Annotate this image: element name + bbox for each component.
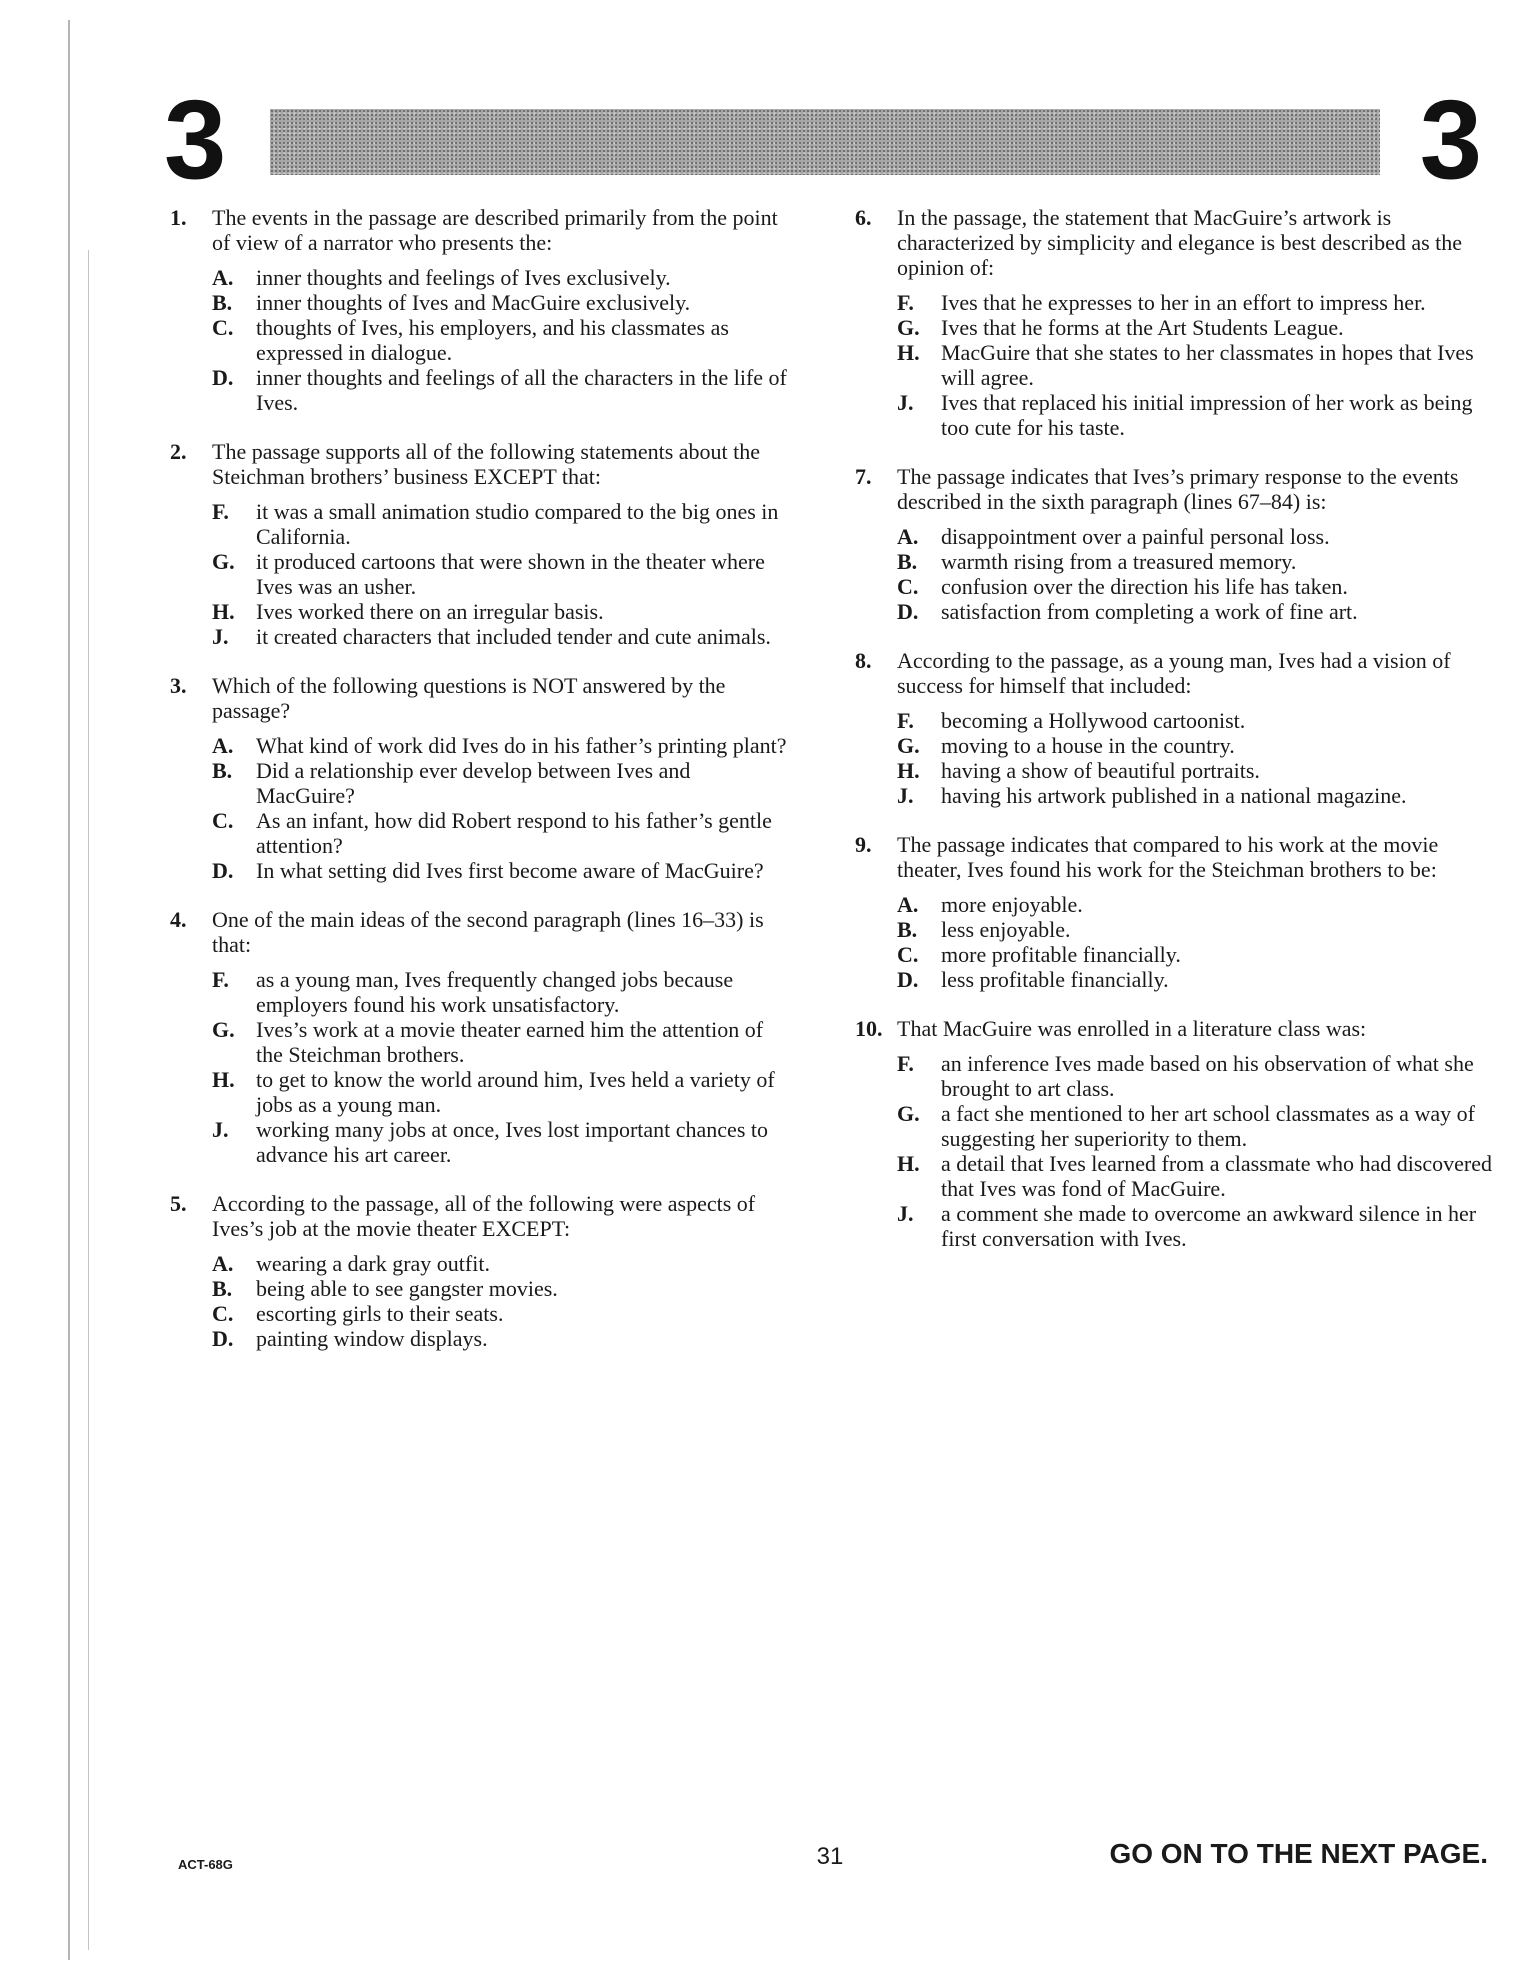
option-text: inner thoughts of Ives and MacGuire exclusively. [256,290,691,315]
question-stem [170,205,790,255]
question-number: 7. [855,464,872,489]
option-letter: J. [212,624,229,649]
option-text: Did a relationship ever develop between Ives and MacGuire? [256,758,691,808]
answer-options [855,892,1495,992]
answer-option [897,315,1495,340]
option-text: thoughts of Ives, his employers, and his classmates as expressed in dialogue. [256,315,729,365]
option-text: satisfaction from completing a work of fine art. [941,599,1358,624]
answer-option [897,524,1495,549]
question-stem [855,464,1495,514]
option-letter: A. [212,265,234,290]
option-text: moving to a house in the country. [941,733,1235,758]
option-text: as a young man, Ives frequently changed jobs because employers found his work unsatisfactory. [256,967,734,1017]
option-text: a detail that Ives learned from a classmate who had discovered that Ives was fond of MacGuire. [941,1151,1492,1201]
answer-option [212,967,790,1017]
answer-option [897,340,1495,390]
binding-edge [68,20,74,1960]
question-text: Which of the following questions is NOT answered by the passage? [212,673,726,723]
option-letter: H. [897,340,920,365]
option-letter: H. [897,1151,920,1176]
option-letter: B. [212,290,233,315]
answer-option [897,1151,1495,1201]
answer-option [212,599,790,624]
option-text: an inference Ives made based on his observation of what she brought to art class. [941,1051,1474,1101]
option-text: it produced cartoons that were shown in the theater where Ives was an usher. [256,549,765,599]
question [855,648,1495,808]
answer-option [212,499,790,549]
option-letter: F. [897,1051,914,1076]
answer-option [897,1051,1495,1101]
question-number: 2. [170,439,187,464]
question-text: The passage indicates that compared to his work at the movie theater, Ives found his work for the Steichman brothers to be: [897,832,1439,882]
question-stem [855,1016,1495,1041]
answer-options [170,733,790,883]
answer-option [897,290,1495,315]
answer-option [897,733,1495,758]
option-letter: D. [212,858,234,883]
answer-option [212,1017,790,1067]
option-text: inner thoughts and feelings of Ives exclusively. [256,265,671,290]
question-number: 6. [855,205,872,230]
question-stem [170,439,790,489]
question-text: That MacGuire was enrolled in a literature class was: [897,1016,1367,1041]
answer-options [170,265,790,415]
option-letter: D. [212,1326,234,1351]
answer-option [212,265,790,290]
option-text: having a show of beautiful portraits. [941,758,1260,783]
question-number: 8. [855,648,872,673]
option-text: working many jobs at once, Ives lost important chances to advance his art career. [256,1117,768,1167]
answer-option [212,1326,790,1351]
option-text: wearing a dark gray outfit. [256,1251,490,1276]
question-number: 3. [170,673,187,698]
option-text: it created characters that included tender and cute animals. [256,624,771,649]
answer-option [212,808,790,858]
section-header-bar [270,109,1380,175]
option-letter: J. [897,783,914,808]
option-letter: D. [897,599,919,624]
option-text: In what setting did Ives first become aware of MacGuire? [256,858,764,883]
option-letter: A. [212,733,234,758]
option-text: a fact she mentioned to her art school classmates as a way of suggesting her superiority to them. [941,1101,1475,1151]
option-text: Ives that he forms at the Art Students League. [941,315,1344,340]
question [170,439,790,649]
section-header [160,77,1490,202]
answer-option [212,290,790,315]
option-letter: F. [212,967,229,992]
option-text: Ives’s work at a movie theater earned him the attention of the Steichman brothers. [256,1017,764,1067]
option-text: a comment she made to overcome an awkward silence in her first conversation with Ives. [941,1201,1477,1251]
question-stem [855,832,1495,882]
answer-option [897,967,1495,992]
option-letter: D. [897,967,919,992]
question-stem [170,1191,790,1241]
option-letter: G. [897,733,920,758]
question-number: 5. [170,1191,187,1216]
option-text: less enjoyable. [941,917,1071,942]
answer-options [855,524,1495,624]
option-letter: F. [897,708,914,733]
answer-option [212,1251,790,1276]
option-letter: J. [897,390,914,415]
question-text: The passage indicates that Ives’s primary response to the events described in the sixth paragraph (lines 67–84) is: [897,464,1459,514]
option-letter: C. [212,808,234,833]
option-text: disappointment over a painful personal loss. [941,524,1330,549]
answer-option [212,315,790,365]
question-stem [855,205,1495,280]
answer-option [212,1301,790,1326]
answer-options [170,499,790,649]
question-stem [170,673,790,723]
answer-option [212,1117,790,1167]
option-text: Ives worked there on an irregular basis. [256,599,604,624]
answer-option [897,892,1495,917]
option-letter: B. [897,917,918,942]
option-letter: B. [212,758,233,783]
question-text: One of the main ideas of the second paragraph (lines 16–33) is that: [212,907,764,957]
answer-options [855,290,1495,440]
option-letter: A. [212,1251,234,1276]
option-letter: B. [897,549,918,574]
question-text: In the passage, the statement that MacGuire’s artwork is characterized by simplicity and elegance is best described as the opinion of: [897,205,1463,280]
answer-option [897,574,1495,599]
question [855,832,1495,992]
option-text: inner thoughts and feelings of all the characters in the life of Ives. [256,365,787,415]
answer-option [212,365,790,415]
option-letter: C. [212,1301,234,1326]
answer-option [897,1101,1495,1151]
question [855,205,1495,440]
answer-options [855,708,1495,808]
answer-option [212,858,790,883]
option-text: it was a small animation studio compared to the big ones in California. [256,499,779,549]
answer-option [897,942,1495,967]
answer-option [897,599,1495,624]
answer-option [212,1276,790,1301]
page-number: 31 [816,1843,844,1870]
option-text: more profitable financially. [941,942,1181,967]
question [855,1016,1495,1251]
answer-option [897,758,1495,783]
option-letter: G. [212,549,235,574]
answer-option [212,624,790,649]
question-number: 10. [855,1016,883,1041]
question [170,205,790,415]
form-code: ACT-68G [178,1857,233,1872]
answer-option [897,783,1495,808]
right-question-column [855,205,1495,1275]
option-letter: G. [897,1101,920,1126]
option-letter: A. [897,524,919,549]
option-letter: H. [212,599,235,624]
answer-option [212,1067,790,1117]
option-text: As an infant, how did Robert respond to his father’s gentle attention? [256,808,772,858]
section-number-left: 3 [164,77,227,202]
option-text: confusion over the direction his life has taken. [941,574,1348,599]
question [855,464,1495,624]
answer-option [212,549,790,599]
option-letter: G. [212,1017,235,1042]
answer-option [212,733,790,758]
option-text: being able to see gangster movies. [256,1276,558,1301]
answer-option [212,758,790,808]
answer-option [897,917,1495,942]
question-text: According to the passage, all of the following were aspects of Ives’s job at the movie theater EXCEPT: [212,1191,756,1241]
answer-option [897,390,1495,440]
binding-edge-inner [88,250,91,1950]
option-text: escorting girls to their seats. [256,1301,504,1326]
answer-options [855,1051,1495,1251]
question [170,1191,790,1351]
option-text: more enjoyable. [941,892,1083,917]
option-text: MacGuire that she states to her classmates in hopes that Ives will agree. [941,340,1474,390]
answer-option [897,549,1495,574]
option-text: Ives that replaced his initial impression of her work as being too cute for his taste. [941,390,1473,440]
option-letter: C. [897,942,919,967]
option-letter: D. [212,365,234,390]
answer-option [897,1201,1495,1251]
question-number: 4. [170,907,187,932]
left-question-column [170,205,790,1375]
option-letter: B. [212,1276,233,1301]
option-text: Ives that he expresses to her in an effort to impress her. [941,290,1426,315]
option-letter: F. [897,290,914,315]
answer-options [170,1251,790,1351]
option-text: warmth rising from a treasured memory. [941,549,1297,574]
answer-option [897,708,1495,733]
option-text: painting window displays. [256,1326,488,1351]
option-letter: C. [897,574,919,599]
section-number-right: 3 [1419,77,1482,202]
question-number: 9. [855,832,872,857]
option-letter: H. [897,758,920,783]
option-text: less profitable financially. [941,967,1169,992]
option-letter: H. [212,1067,235,1092]
question-text: According to the passage, as a young man, Ives had a vision of success for himself that included: [897,648,1451,698]
option-letter: J. [897,1201,914,1226]
option-text: becoming a Hollywood cartoonist. [941,708,1246,733]
option-text: having his artwork published in a national magazine. [941,783,1407,808]
question-text: The passage supports all of the following statements about the Steichman brothers’ business EXCEPT that: [212,439,761,489]
question [170,673,790,883]
next-page-instruction: GO ON TO THE NEXT PAGE. [1109,1838,1488,1869]
option-letter: F. [212,499,229,524]
option-text: What kind of work did Ives do in his father’s printing plant? [256,733,787,758]
question-stem [170,907,790,957]
option-letter: A. [897,892,919,917]
option-letter: C. [212,315,234,340]
answer-options [170,967,790,1167]
question-stem [855,648,1495,698]
option-letter: G. [897,315,920,340]
question-number: 1. [170,205,187,230]
option-letter: J. [212,1117,229,1142]
question [170,907,790,1167]
question-text: The events in the passage are described primarily from the point of view of a narrator who presents the: [212,205,778,255]
option-text: to get to know the world around him, Ives held a variety of jobs as a young man. [256,1067,775,1117]
